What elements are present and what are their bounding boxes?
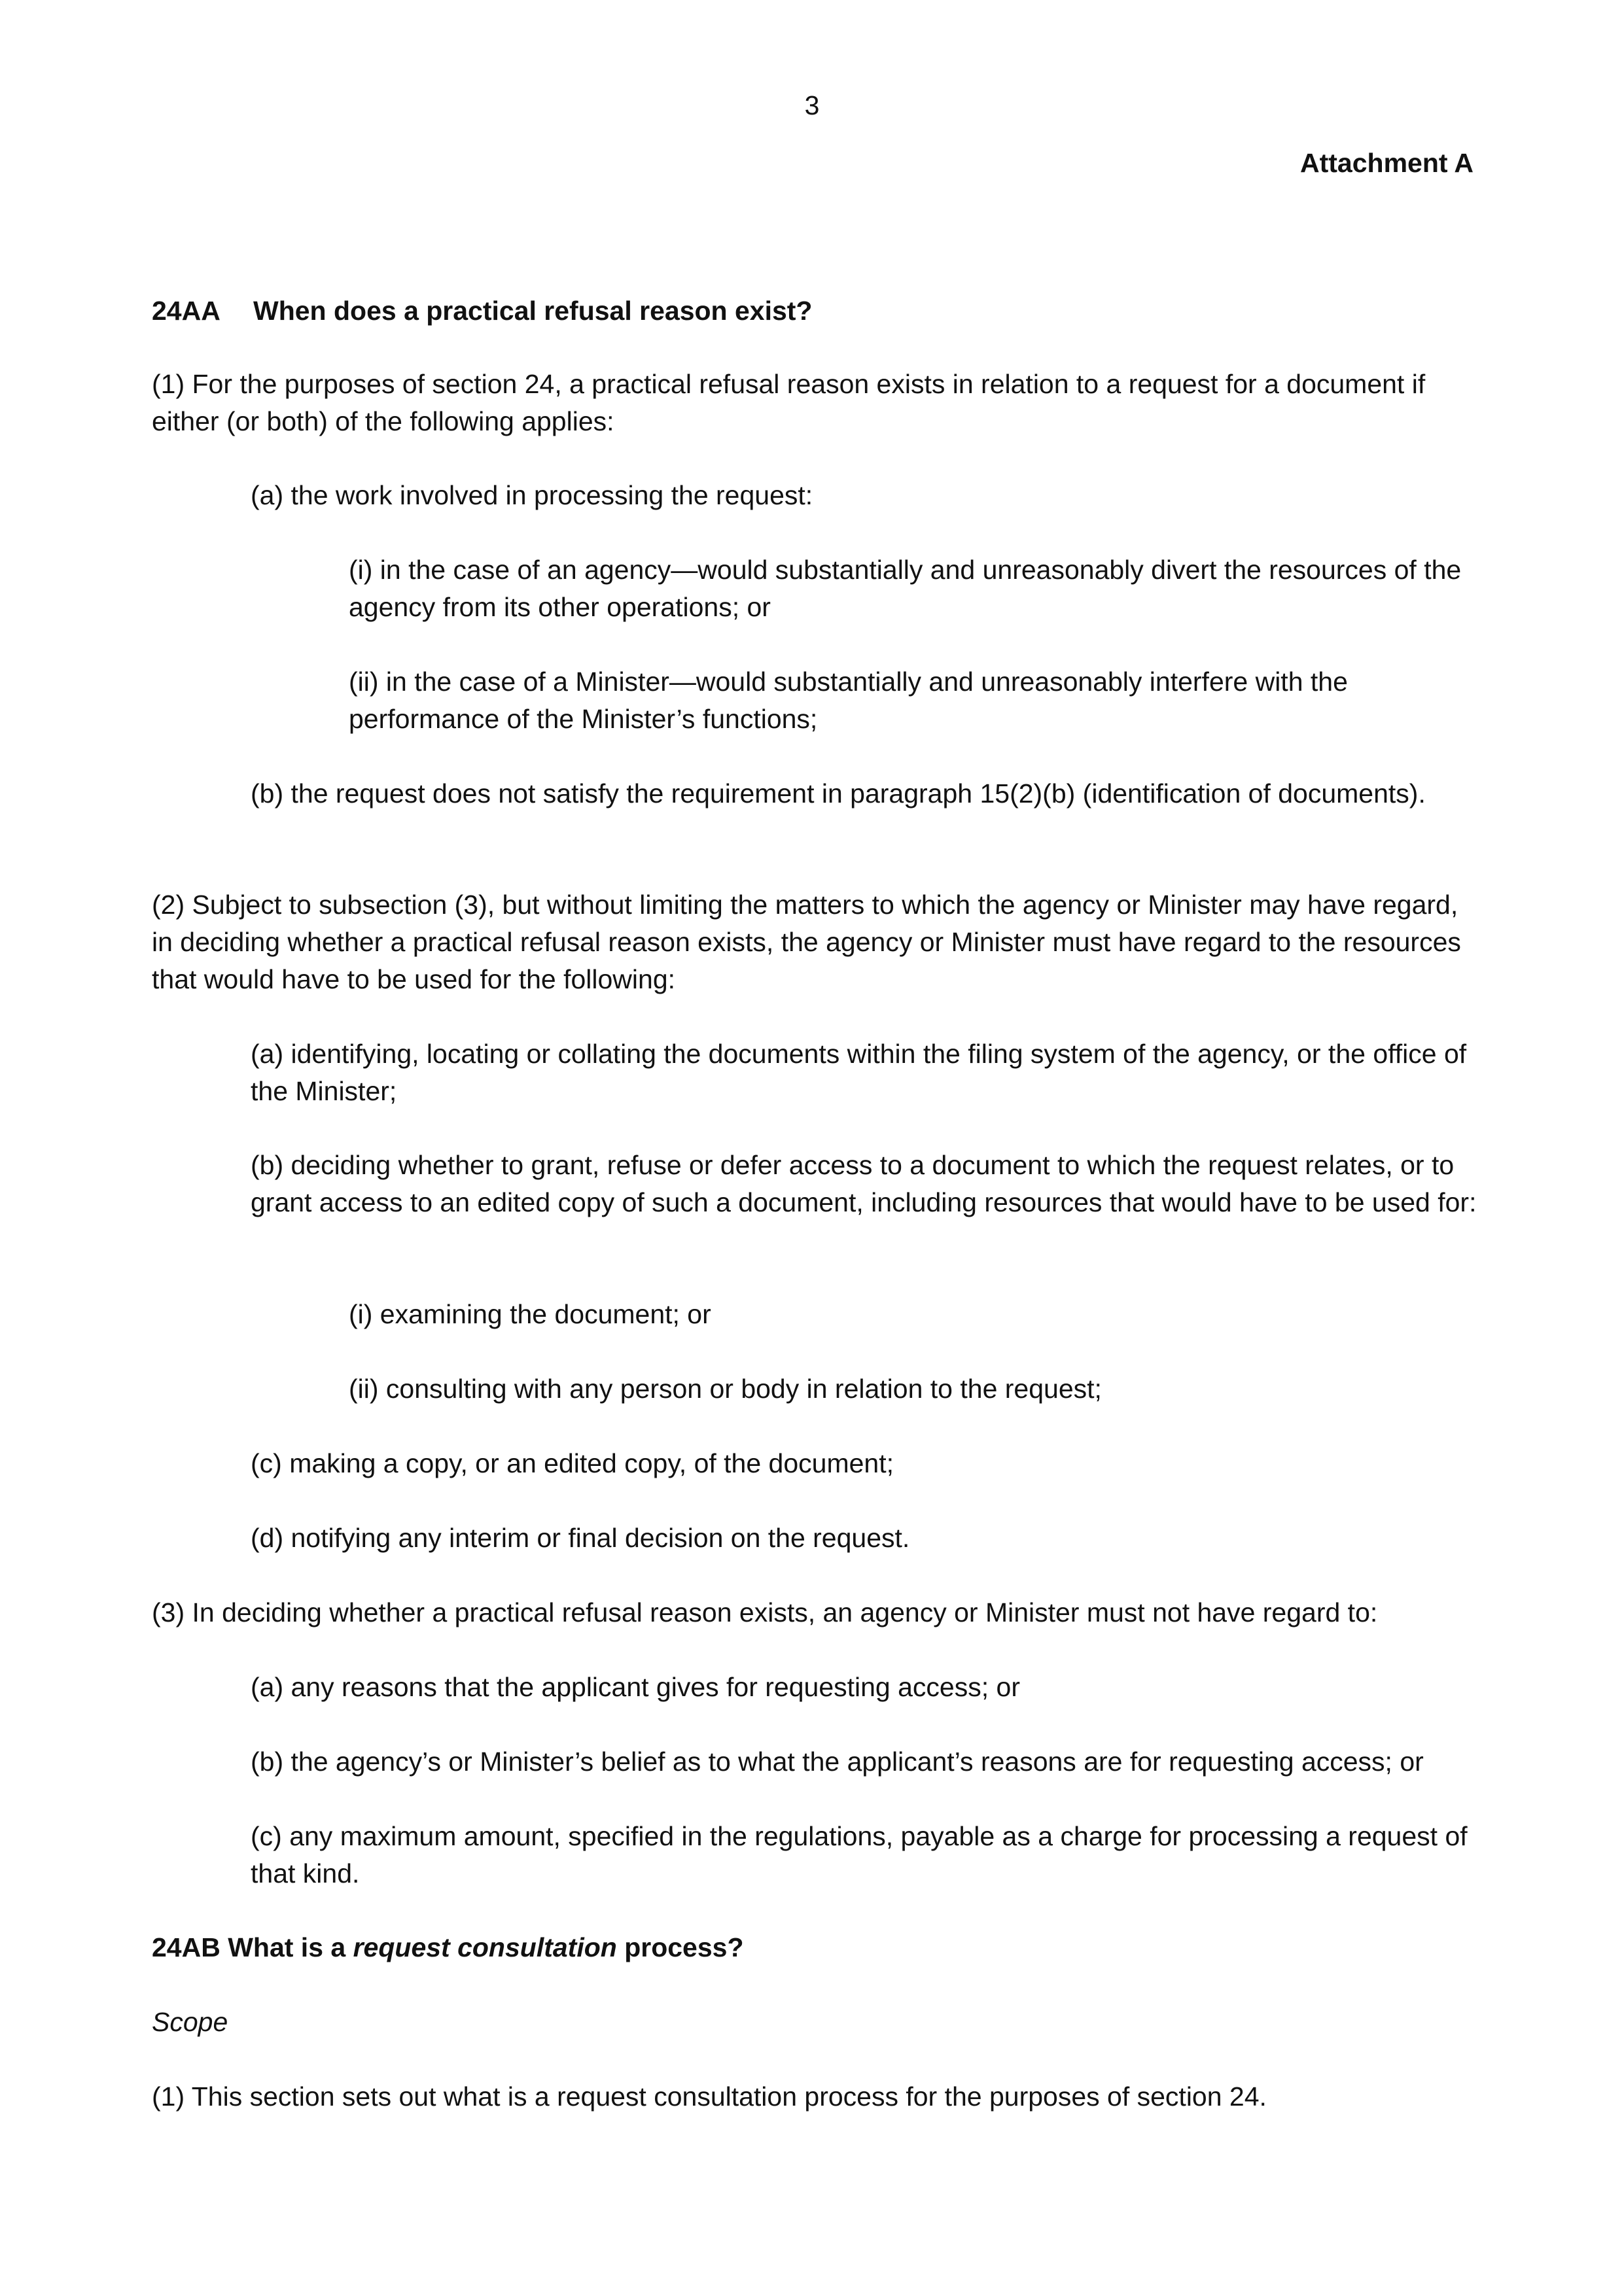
section-24AB-title-suffix: process? <box>616 1932 744 1962</box>
paragraph-1a: (a) the work involved in processing the request: <box>251 480 813 510</box>
attachment-label: Attachment A <box>1300 148 1474 178</box>
paragraph-3a: (a) any reasons that the applicant gives for requesting access; or <box>251 1672 1020 1702</box>
subsection-2-intro: (2) Subject to subsection (3), but without limiting the matters to which the agency or Minister may have regard, in deciding whether a practical refusal reason exists, the agency or Minister must have regard to the resources that would have to be used for the following: <box>152 890 1461 994</box>
section-number: 24AA <box>152 296 221 326</box>
subsection-3-intro: (3) In deciding whether a practical refusal reason exists, an agency or Minister must not have regard to: <box>152 1597 1378 1627</box>
section-24AB-title-prefix: 24AB What is a <box>152 1932 353 1962</box>
paragraph-2d: (d) notifying any interim or final decision on the request. <box>251 1523 910 1553</box>
page-number: 3 <box>804 90 820 120</box>
paragraph-2b: (b) deciding whether to grant, refuse or defer access to a document to which the request relates, or to grant access to an edited copy of such a document, including resources that would have to be used for: <box>251 1150 1477 1217</box>
paragraph-3b: (b) the agency’s or Minister’s belief as to what the applicant’s reasons are for requesting access; or <box>251 1747 1424 1777</box>
scope-label: Scope <box>152 2007 228 2037</box>
section-title: When does a practical refusal reason exist? <box>253 296 813 326</box>
paragraph-1b: (b) the request does not satisfy the requirement in paragraph 15(2)(b) (identification of documents). <box>251 778 1426 809</box>
section-24AB-title-term: request consultation <box>353 1932 617 1962</box>
section-24AB-subsection-1: (1) This section sets out what is a request consultation process for the purposes of section 24. <box>152 2081 1267 2112</box>
subparagraph-1a-i: (i) in the case of an agency—would substantially and unreasonably divert the resources of the agency from its other operations; or <box>349 555 1462 622</box>
paragraph-3c: (c) any maximum amount, specified in the regulations, payable as a charge for processing a request of that kind. <box>251 1821 1468 1888</box>
paragraph-2c: (c) making a copy, or an edited copy, of the document; <box>251 1448 894 1478</box>
paragraph-2a: (a) identifying, locating or collating the documents within the filing system of the agency, or the office of the Minister; <box>251 1039 1467 1106</box>
subparagraph-2b-i: (i) examining the document; or <box>349 1299 711 1329</box>
subsection-1-intro: (1) For the purposes of section 24, a practical refusal reason exists in relation to a request for a document if either (or both) of the following applies: <box>152 369 1426 436</box>
subparagraph-2b-ii: (ii) consulting with any person or body in relation to the request; <box>349 1374 1102 1404</box>
section-24AB-heading <box>152 1929 1480 1966</box>
section-24AA-heading <box>152 292 812 330</box>
subparagraph-1a-ii: (ii) in the case of a Minister—would substantially and unreasonably interfere with the performance of the Minister’s functions; <box>349 667 1348 734</box>
